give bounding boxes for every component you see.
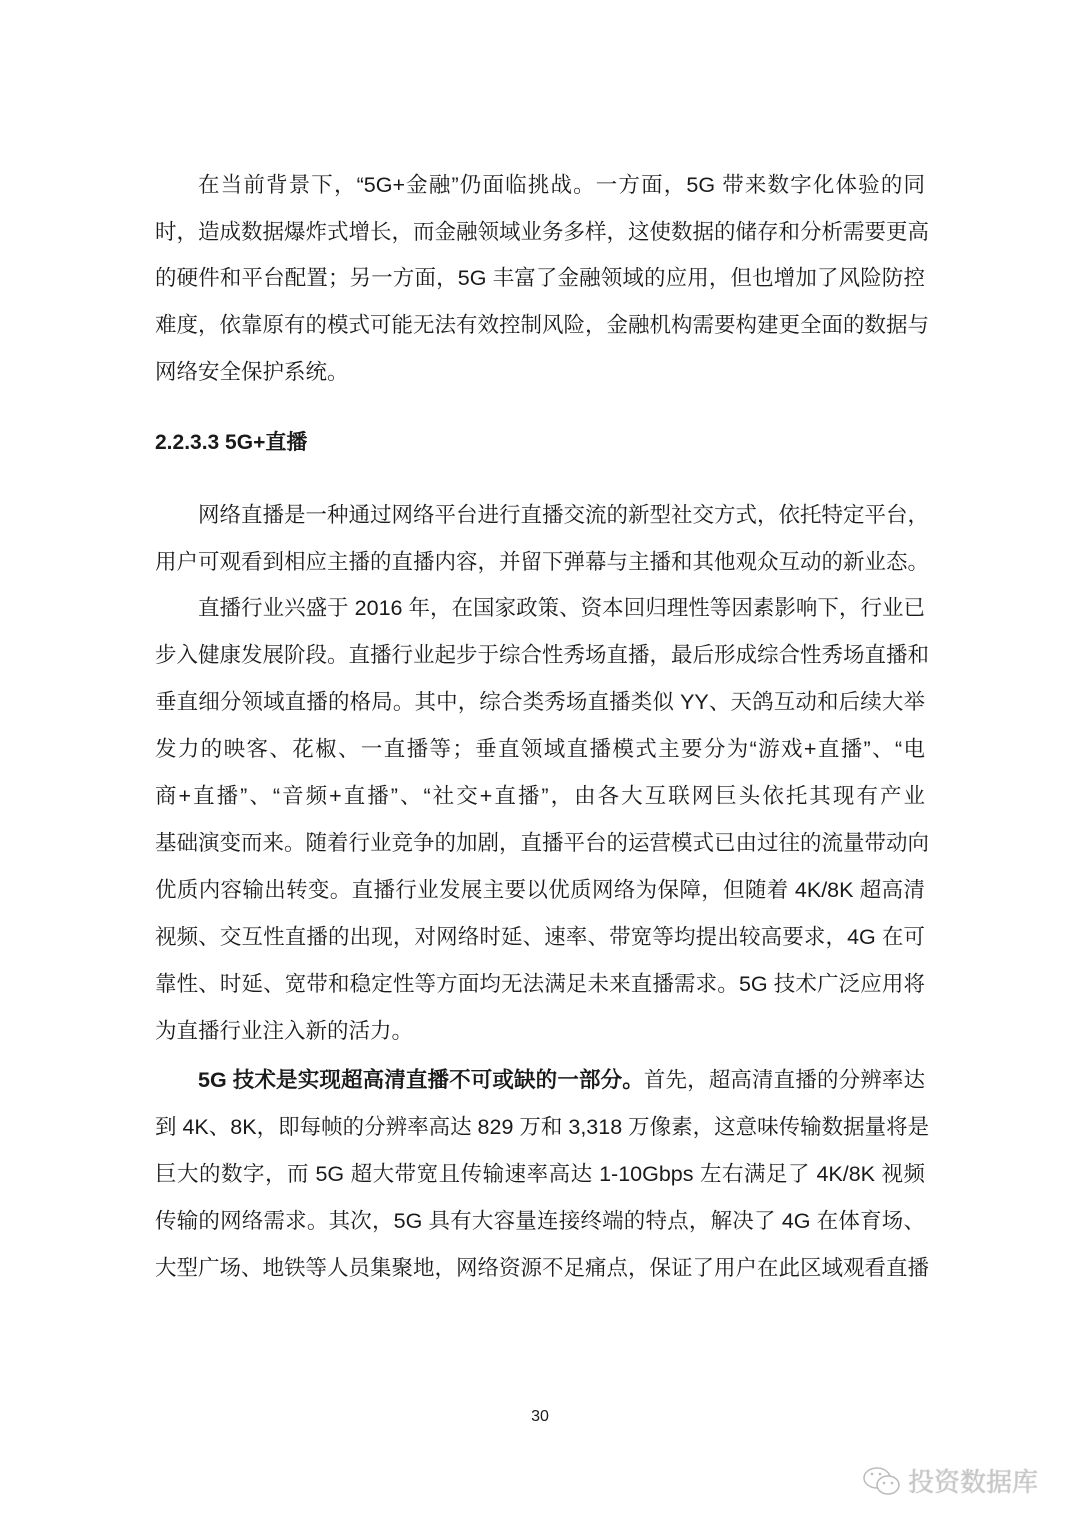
- text-line: 基础演变而来。随着行业竞争的加剧，直播平台的运营模式已由过往的流量带动向: [155, 831, 930, 855]
- text-line: 网络安全保护系统。: [155, 360, 349, 384]
- text-line: 为直播行业注入新的活力。: [155, 1019, 414, 1043]
- text-line: 难度，依靠原有的模式可能无法有效控制风险，金融机构需要构建更全面的数据与: [155, 313, 930, 337]
- lead-rest: 首先，超高清直播的分辨率达: [643, 1068, 925, 1092]
- watermark: [862, 1462, 1038, 1499]
- text-line: [198, 1065, 925, 1095]
- text-line: 视频、交互性直播的出现，对网络时延、速率、带宽等均提出较高要求，4G 在可: [155, 925, 925, 949]
- text-line: 优质内容输出转变。直播行业发展主要以优质网络为保障，但随着 4K/8K 超高清: [155, 878, 925, 902]
- text-line: 发力的映客、花椒、一直播等；垂直领域直播模式主要分为“游戏+直播”、“电: [155, 737, 925, 761]
- text-line: 传输的网络需求。其次，5G 具有大容量连接终端的特点，解决了 4G 在体育场、: [155, 1209, 925, 1233]
- text-line: 在当前背景下，“5G+金融”仍面临挑战。一方面，5G 带来数字化体验的同: [198, 173, 925, 197]
- watermark-text: 投资数据库: [908, 1467, 1039, 1497]
- bold-lead: 5G 技术是实现超高清直播不可或缺的一部分。: [198, 1068, 644, 1092]
- text-line: 到 4K、8K，即每帧的分辨率高达 829 万和 3,318 万像素，这意味传输数据量将是: [155, 1115, 930, 1139]
- text-line: 垂直细分领域直播的格局。其中，综合类秀场直播类似 YY、天鸽互动和后续大举: [155, 690, 925, 714]
- text-line: 商+直播”、“音频+直播”、“社交+直播”，由各大互联网巨头依托其现有产业: [155, 784, 925, 808]
- page-number: 30: [531, 1408, 549, 1425]
- text-line: 大型广场、地铁等人员集聚地，网络资源不足痛点，保证了用户在此区域观看直播: [155, 1256, 930, 1280]
- text-line: 时，造成数据爆炸式增长，而金融领域业务多样，这使数据的储存和分析需要更高: [155, 220, 930, 244]
- text-line: 巨大的数字，而 5G 超大带宽且传输速率高达 1-10Gbps 左右满足了 4K/8K 视频: [155, 1162, 925, 1186]
- text-line: 靠性、时延、宽带和稳定性等方面均无法满足未来直播需求。5G 技术广泛应用将: [155, 972, 925, 996]
- text-line: 步入健康发展阶段。直播行业起步于综合性秀场直播，最后形成综合性秀场直播和: [155, 643, 930, 667]
- text-line: 网络直播是一种通过网络平台进行直播交流的新型社交方式，依托特定平台，: [198, 503, 930, 527]
- text-line: 的硬件和平台配置；另一方面，5G 丰富了金融领域的应用，但也增加了风险防控: [155, 266, 925, 290]
- text-line: 直播行业兴盛于 2016 年，在国家政策、资本回归理性等因素影响下，行业已: [198, 596, 925, 620]
- section-heading: 2.2.3.3 5G+直播: [155, 431, 308, 454]
- text-line: 用户可观看到相应主播的直播内容，并留下弹幕与主播和其他观众互动的新业态。: [155, 550, 930, 574]
- wechat-icon: [862, 1465, 902, 1497]
